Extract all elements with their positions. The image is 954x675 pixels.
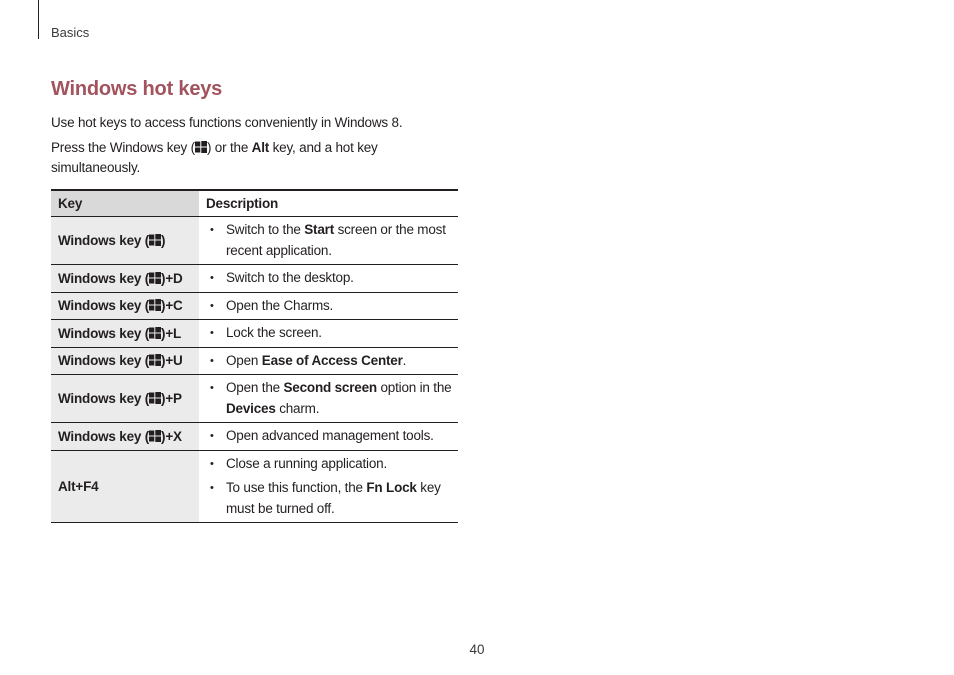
table-row [51, 423, 458, 451]
table-row [51, 292, 458, 320]
description-list [206, 426, 454, 447]
bullet-icon: • [210, 272, 214, 284]
key-suffix: )+C [161, 298, 183, 314]
description-cell [199, 265, 458, 293]
table-row [51, 347, 458, 375]
windows-key-icon [149, 234, 161, 246]
page-number: 40 [469, 642, 485, 657]
description-cell [199, 292, 458, 320]
description-item: • Open the Second screen option in the Devices charm. [210, 380, 452, 416]
section-label: Basics [51, 25, 90, 40]
key-cell [51, 320, 199, 348]
key-prefix: Windows key ( [58, 353, 150, 369]
key-suffix: )+P [161, 391, 182, 406]
windows-key-icon [149, 327, 161, 339]
key-cell [51, 292, 199, 320]
key-cell [51, 347, 199, 375]
bullet-icon: • [210, 327, 214, 339]
description-cell [199, 375, 458, 423]
description-item: • Open advanced management tools. [206, 426, 454, 447]
key-prefix: Windows key ( [58, 270, 150, 286]
description-item: • Lock the screen. [206, 323, 454, 344]
description-list [206, 454, 454, 520]
key-suffix: )+X [161, 428, 182, 444]
key-combo-text: Alt+F4 [58, 478, 99, 494]
description-item: • Switch to the desktop. [206, 268, 454, 289]
windows-key-icon [149, 299, 161, 311]
key-cell [51, 265, 199, 293]
bullet-icon: • [210, 482, 214, 494]
description-cell [199, 347, 458, 375]
key-cell [51, 423, 199, 451]
bullet-icon: • [210, 382, 214, 394]
description-item: • Switch to the Start screen or the most recent application. [210, 222, 446, 258]
bullet-icon: • [210, 457, 214, 470]
description-list [206, 296, 454, 317]
key-prefix: Windows key ( [58, 325, 150, 341]
table-row [51, 320, 458, 348]
key-suffix: )+L [161, 325, 182, 341]
description-cell [199, 423, 458, 451]
key-prefix: Windows key ( [58, 428, 150, 444]
page-title: Windows hot keys [51, 78, 223, 100]
description-list [206, 268, 454, 289]
key-cell [51, 217, 199, 265]
bullet-icon: • [210, 430, 214, 442]
windows-key-icon [149, 392, 161, 404]
bullet-icon: • [210, 224, 214, 236]
windows-key-icon [149, 354, 161, 366]
key-suffix: )+D [161, 270, 183, 286]
key-suffix: )+U [161, 353, 183, 369]
key-prefix: Windows key ( [58, 391, 150, 406]
description-list [206, 351, 454, 372]
key-prefix: Windows key ( [58, 298, 150, 314]
header-key: Key [51, 190, 199, 217]
description-cell [199, 320, 458, 348]
windows-key-icon [149, 430, 161, 442]
table-row [51, 265, 458, 293]
description-item: • Open Ease of Access Center. [206, 351, 454, 372]
description-cell [199, 450, 458, 523]
description-cell [199, 217, 458, 265]
key-cell [51, 375, 199, 423]
table-row [51, 450, 458, 523]
intro-line-2: Press the Windows key ( ) or the Alt key, and a hot key simultaneously. [51, 140, 378, 175]
hotkeys-table [51, 189, 458, 523]
key-suffix: ) [161, 233, 166, 248]
table-header-row [51, 190, 458, 217]
description-item: • Open the Charms. [206, 296, 454, 317]
description-item: • To use this function, the Fn Lock key must be turned off. [210, 480, 441, 516]
description-list [206, 378, 454, 419]
bullet-icon: • [210, 299, 214, 312]
key-prefix: Windows key ( [58, 233, 150, 248]
header-description: Description [199, 190, 458, 217]
key-cell [51, 450, 199, 523]
table-row [51, 217, 458, 265]
description-list [206, 323, 454, 344]
windows-key-icon [195, 141, 207, 153]
table-row [51, 375, 458, 423]
intro-line-1: Use hot keys to access functions conveniently in Windows 8. [51, 115, 403, 130]
description-item: • Close a running application. [206, 454, 454, 475]
windows-key-icon [149, 272, 161, 284]
bullet-icon: • [210, 354, 214, 367]
margin-rule [38, 0, 39, 39]
description-list [206, 220, 454, 261]
